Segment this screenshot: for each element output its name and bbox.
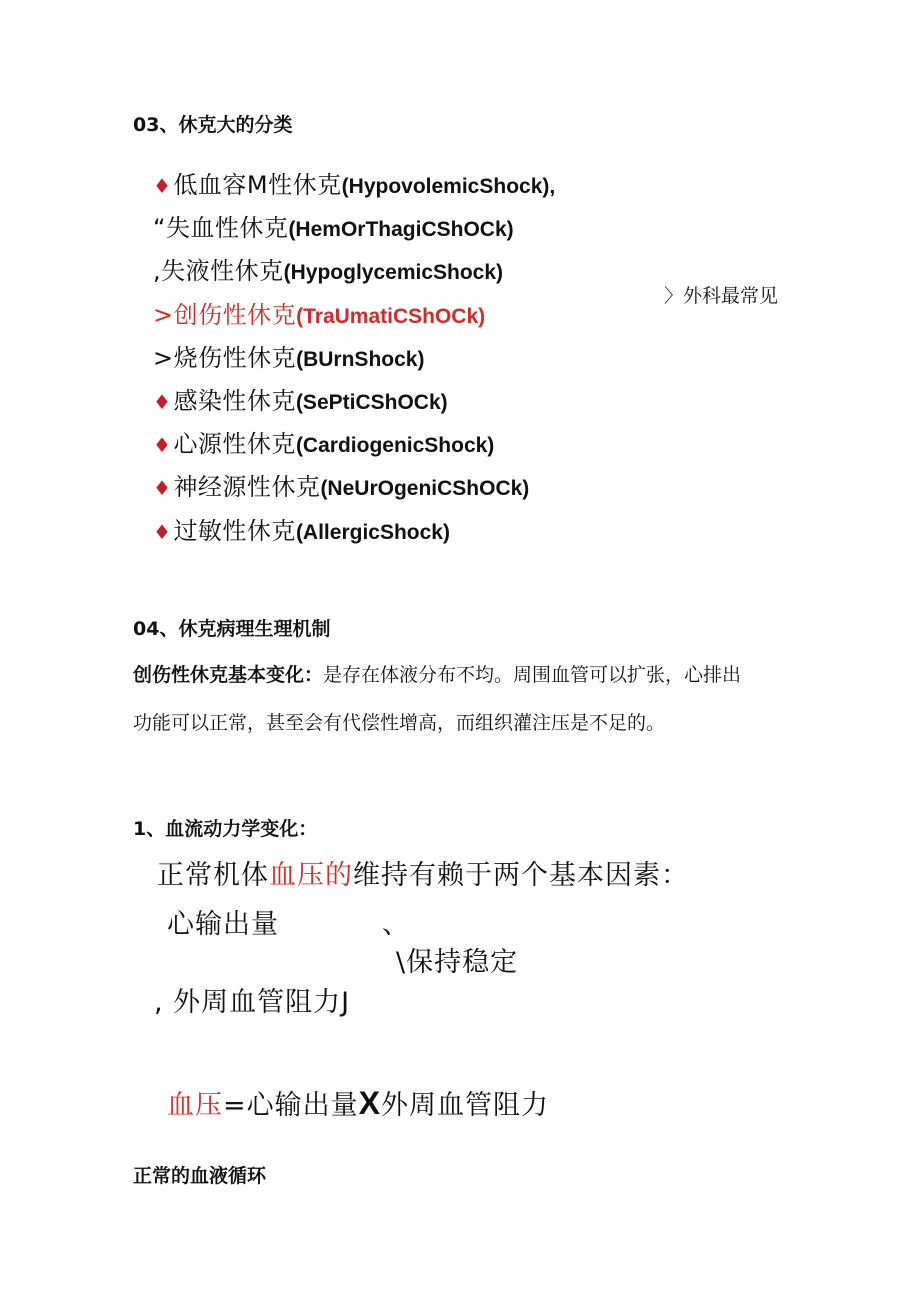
bp-lead-pre: 正常机体 bbox=[157, 860, 269, 891]
section-03-heading: 03、休克大的分类 bbox=[133, 114, 293, 136]
shock-type-item bbox=[153, 467, 529, 502]
bp-lead-post: 维持有赖于两个基本因素： bbox=[353, 860, 689, 891]
item-chinese-name: 失液性休克 bbox=[161, 257, 284, 286]
section-1-heading: 1、血流动力学变化： bbox=[133, 818, 318, 840]
factor-cardiac-output: 心输出量 bbox=[167, 909, 279, 940]
formula-multiply: X bbox=[358, 1085, 381, 1121]
brace-tick: 、 bbox=[382, 909, 410, 940]
mechanism-paragraph-line1 bbox=[133, 651, 741, 699]
shock-type-item bbox=[153, 295, 485, 330]
keep-stable-label: \保持稳定 bbox=[396, 947, 519, 978]
bp-lead-sentence bbox=[157, 853, 689, 892]
item-marker: ♦ bbox=[153, 476, 172, 501]
formula-bp: 血压 bbox=[167, 1090, 223, 1121]
item-marker: ♦ bbox=[153, 174, 172, 198]
item-marker: ♦ bbox=[153, 519, 172, 544]
mechanism-text-1: 是存在体液分布不均。周围血管可以扩张，心排出 bbox=[323, 664, 742, 686]
item-chinese-name: 低血容M性休克 bbox=[173, 171, 342, 199]
item-chinese-name: 烧伤性休克 bbox=[173, 343, 297, 372]
shock-type-item bbox=[153, 165, 555, 200]
shock-type-item bbox=[153, 338, 424, 373]
section-04-heading: 04、休克病理生理机制 bbox=[133, 618, 331, 640]
item-english-name: (CardiogenicShock) bbox=[295, 434, 495, 458]
item-english-name: (HypovolemicShock), bbox=[341, 175, 556, 198]
item-english-name: (SePtiCShOCk) bbox=[295, 391, 448, 414]
item-english-name: (NeUrOgeniCShOCk) bbox=[320, 477, 530, 501]
item-english-name: (TraUmatiCShOCk) bbox=[296, 304, 486, 328]
item-chinese-name: 心源性休克 bbox=[173, 430, 296, 459]
bp-lead-red: 血压的 bbox=[269, 860, 353, 891]
item-marker: > bbox=[153, 343, 174, 372]
shock-type-item bbox=[153, 511, 450, 546]
shock-type-item bbox=[153, 208, 514, 243]
item-english-name: (HemOrThagiCShOCk) bbox=[288, 218, 514, 242]
item-marker: ♦ bbox=[153, 390, 172, 414]
item-marker: ♦ bbox=[153, 433, 172, 458]
shock-type-item bbox=[153, 381, 448, 416]
side-note: 〉外科最常见 bbox=[664, 285, 779, 307]
item-chinese-name: 过敏性休克 bbox=[173, 516, 296, 545]
item-english-name: (AllergicShock) bbox=[295, 520, 450, 544]
mechanism-paragraph-line2: 功能可以正常，甚至会有代偿性增高，而组织灌注压是不足的。 bbox=[133, 712, 666, 734]
item-chinese-name: 创伤性休克 bbox=[173, 300, 297, 329]
item-marker: , bbox=[153, 257, 162, 286]
shock-type-item bbox=[153, 251, 503, 286]
item-english-name: (BUrnShock) bbox=[296, 347, 425, 371]
bp-formula bbox=[167, 1083, 549, 1122]
factor-peripheral-resistance: , 外周血管阻力J bbox=[154, 987, 351, 1018]
item-chinese-name: 失血性休克 bbox=[165, 214, 289, 243]
item-english-name: (HypoglycemicShock) bbox=[283, 261, 504, 285]
formula-part-b: 外周血管阻力 bbox=[380, 1090, 549, 1121]
item-chinese-name: 感染性休克 bbox=[173, 387, 296, 415]
item-marker: “ bbox=[153, 214, 166, 243]
formula-part-a: =心输出量 bbox=[223, 1090, 359, 1121]
item-marker: > bbox=[153, 300, 174, 329]
mechanism-bold-lead: 创伤性休克基本变化： bbox=[133, 664, 324, 686]
item-chinese-name: 神经源性休克 bbox=[173, 473, 321, 502]
footer-heading: 正常的血液循环 bbox=[133, 1165, 267, 1187]
shock-type-item bbox=[153, 424, 494, 459]
